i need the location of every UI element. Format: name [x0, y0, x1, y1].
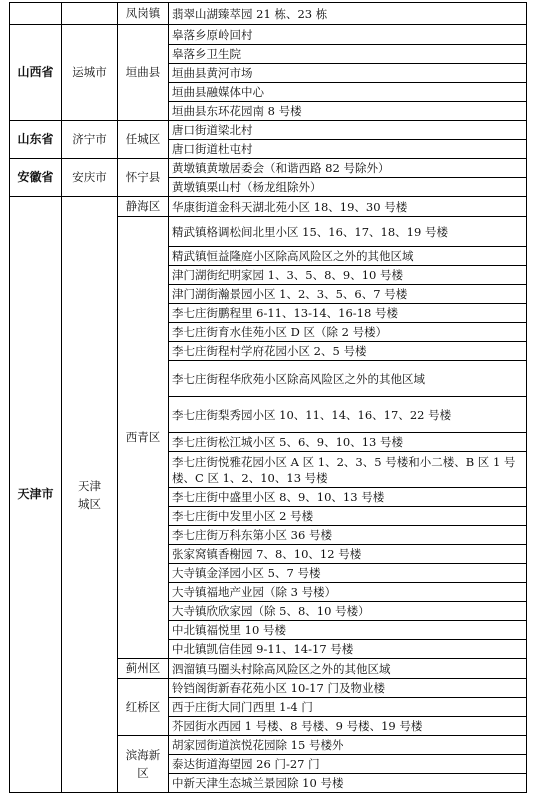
- province-cell: 山西省: [10, 25, 62, 121]
- location-cell: 大寺镇金泽园小区 5、7 号楼: [169, 564, 527, 583]
- district-cell: 静海区: [118, 197, 169, 217]
- city-label: 天津城区: [78, 478, 101, 511]
- location-cell: 铃铛阁街新春花苑小区 10-17 门及物业楼: [169, 679, 527, 698]
- location-cell: 皋落乡原岭回村: [169, 25, 527, 45]
- location-cell: 李七庄街悦雅花园小区 A 区 1、2、3、5 号楼和小二楼、B 区 1 号楼、C 区 1、2、10、13 号楼: [169, 452, 527, 488]
- location-cell: 李七庄街程华欣苑小区除高风险区之外的其他区域: [169, 361, 527, 397]
- table-row: [10, 25, 527, 45]
- district-cell: [118, 736, 169, 793]
- district-cell: 垣曲县: [118, 25, 169, 121]
- city-cell: [62, 3, 118, 25]
- location-cell: 华康街道金科天湖北苑小区 18、19、30 号楼: [169, 197, 527, 217]
- location-cell: 精武镇恒益隆庭小区除高风险区之外的其他区域: [169, 247, 527, 266]
- location-cell: 李七庄街中发里小区 2 号楼: [169, 507, 527, 526]
- location-cell: 中新天津生态城兰景园除 10 号楼: [169, 774, 527, 793]
- risk-area-table: [9, 2, 527, 793]
- table-row: [10, 3, 527, 25]
- district-cell: 任城区: [118, 121, 169, 159]
- location-cell: 西于庄街大同门西里 1-4 门: [169, 698, 527, 717]
- location-cell: 胡家园街道滨悦花园除 15 号楼外: [169, 736, 527, 755]
- location-cell: 垣曲县东环花园南 8 号楼: [169, 102, 527, 121]
- location-cell: 李七庄街鹏程里 6-11、13-14、16-18 号楼: [169, 304, 527, 323]
- location-cell: 唐口街道梁北村: [169, 121, 527, 140]
- location-cell: 李七庄街中盛里小区 8、9、10、13 号楼: [169, 488, 527, 507]
- district-cell: 蓟州区: [118, 659, 169, 679]
- location-cell: 唐口街道杜屯村: [169, 140, 527, 159]
- province-cell: [10, 3, 62, 25]
- city-cell: 运城市: [62, 25, 118, 121]
- location-cell: 大寺镇福地产业园（除 3 号楼）: [169, 583, 527, 602]
- district-cell: 红桥区: [118, 679, 169, 736]
- district-cell: 西青区: [118, 217, 169, 659]
- province-cell: 天津市: [10, 197, 62, 793]
- location-cell: 黄墩镇栗山村（杨龙组除外）: [169, 178, 527, 197]
- city-cell: 济宁市: [62, 121, 118, 159]
- location-cell: 中北镇凯信佳园 9-11、14-17 号楼: [169, 640, 527, 659]
- location-cell: 李七庄街育水佳苑小区 D 区（除 2 号楼）: [169, 323, 527, 342]
- location-cell: 李七庄街程村学府花园小区 2、5 号楼: [169, 342, 527, 361]
- table-row: [10, 121, 527, 140]
- district-cell: 凤岗镇: [118, 3, 169, 25]
- table-row: [10, 159, 527, 178]
- province-cell: 安徽省: [10, 159, 62, 197]
- location-cell: 垣曲县黄河市场: [169, 64, 527, 83]
- location-cell: 泰达街道海望园 26 门-27 门: [169, 755, 527, 774]
- location-cell: 翡翠山湖臻萃园 21 栋、23 栋: [169, 3, 527, 25]
- location-cell: 津门湖街瀚景园小区 1、2、3、5、6、7 号楼: [169, 285, 527, 304]
- location-cell: 垣曲县融媒体中心: [169, 83, 527, 102]
- location-cell: 张家窝镇香榭园 7、8、10、12 号楼: [169, 545, 527, 564]
- table-row: [10, 197, 527, 217]
- location-cell: 李七庄街松江城小区 5、6、9、10、13 号楼: [169, 433, 527, 452]
- location-cell: 津门湖街纪明家园 1、3、5、8、9、10 号楼: [169, 266, 527, 285]
- location-cell: 黄墩镇黄墩居委会（和谐西路 82 号除外）: [169, 159, 527, 178]
- location-cell: 芥园街水西园 1 号楼、8 号楼、9 号楼、19 号楼: [169, 717, 527, 736]
- location-cell: 中北镇福悦里 10 号楼: [169, 621, 527, 640]
- location-cell: 精武镇格调松间北里小区 15、16、17、18、19 号楼: [169, 217, 527, 247]
- location-cell: 李七庄街万科东第小区 36 号楼: [169, 526, 527, 545]
- city-cell: [62, 197, 118, 793]
- location-cell: 李七庄街梨秀园小区 10、11、14、16、17、22 号楼: [169, 397, 527, 433]
- city-cell: 安庆市: [62, 159, 118, 197]
- location-cell: 泗溜镇马圈头村除高风险区之外的其他区域: [169, 659, 527, 679]
- location-cell: 大寺镇欣欣家园（除 5、8、10 号楼）: [169, 602, 527, 621]
- district-label: 滨海新区: [125, 748, 161, 780]
- location-cell: 皋落乡卫生院: [169, 45, 527, 64]
- district-cell: 怀宁县: [118, 159, 169, 197]
- province-cell: 山东省: [10, 121, 62, 159]
